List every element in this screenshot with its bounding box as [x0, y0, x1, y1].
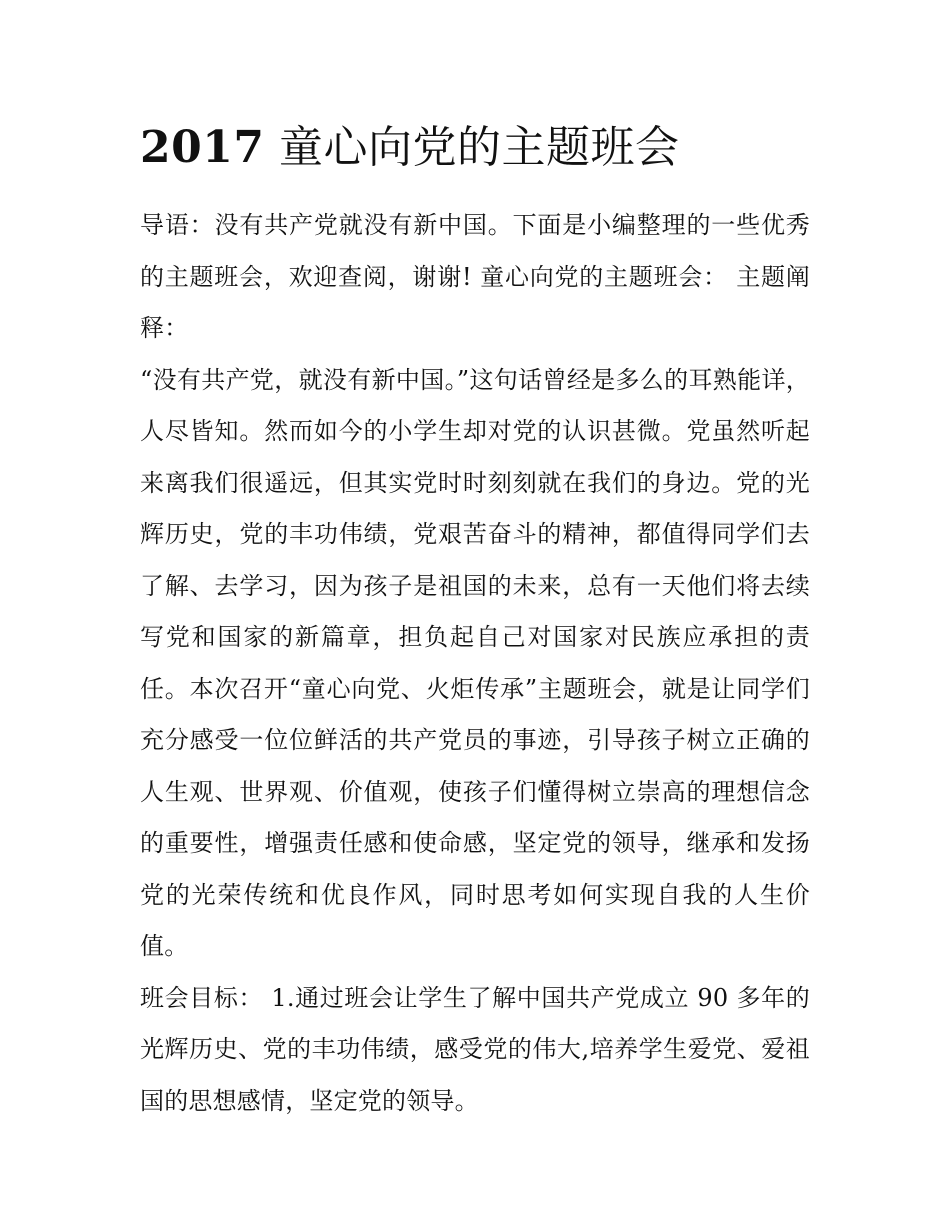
- theme-explanation-paragraph: “没有共产党，就没有新中国。”这句话曾经是多么的耳熟能详，人尽皆知。然而如今的小学生却对党的认识甚微。党虽然听起来离我们很遥远，但其实党时时刻刻就在我们的身边。党的光辉历史，党的丰功伟绩，党艰苦奋斗的精神，都值得同学们去了解、去学习，因为孩子是祖国的未来，总有一天他们将去续写党和国家的新篇章，担负起自己对国家对民族应承担的责任。本次召开“童心向党、火炬传承”主题班会，就是让同学们充分感受一位位鲜活的共产党员的事迹，引导孩子树立正确的人生观、世界观、价值观，使孩子们懂得树立崇高的理想信念的重要性，增强责任感和使命感，坚定党的领导，继承和发扬党的光荣传统和优良作风，同时思考如何实现自我的人生价值。: [140, 365, 810, 960]
- title-year: 2017: [140, 122, 265, 173]
- document-title: [140, 118, 810, 178]
- title-text: 童心向党的主题班会: [264, 122, 680, 173]
- intro-paragraph: 导语：没有共产党就没有新中国。下面是小编整理的一些优秀的主题班会，欢迎查阅，谢谢! 童心向党的主题班会： 主题阐释：: [140, 211, 810, 342]
- meeting-goal-paragraph: 班会目标： 1.通过班会让学生了解中国共产党成立 90 多年的光辉历史、党的丰功伟绩，感受党的伟大,培养学生爱党、爱祖国的思想感情，坚定党的领导。: [140, 983, 810, 1115]
